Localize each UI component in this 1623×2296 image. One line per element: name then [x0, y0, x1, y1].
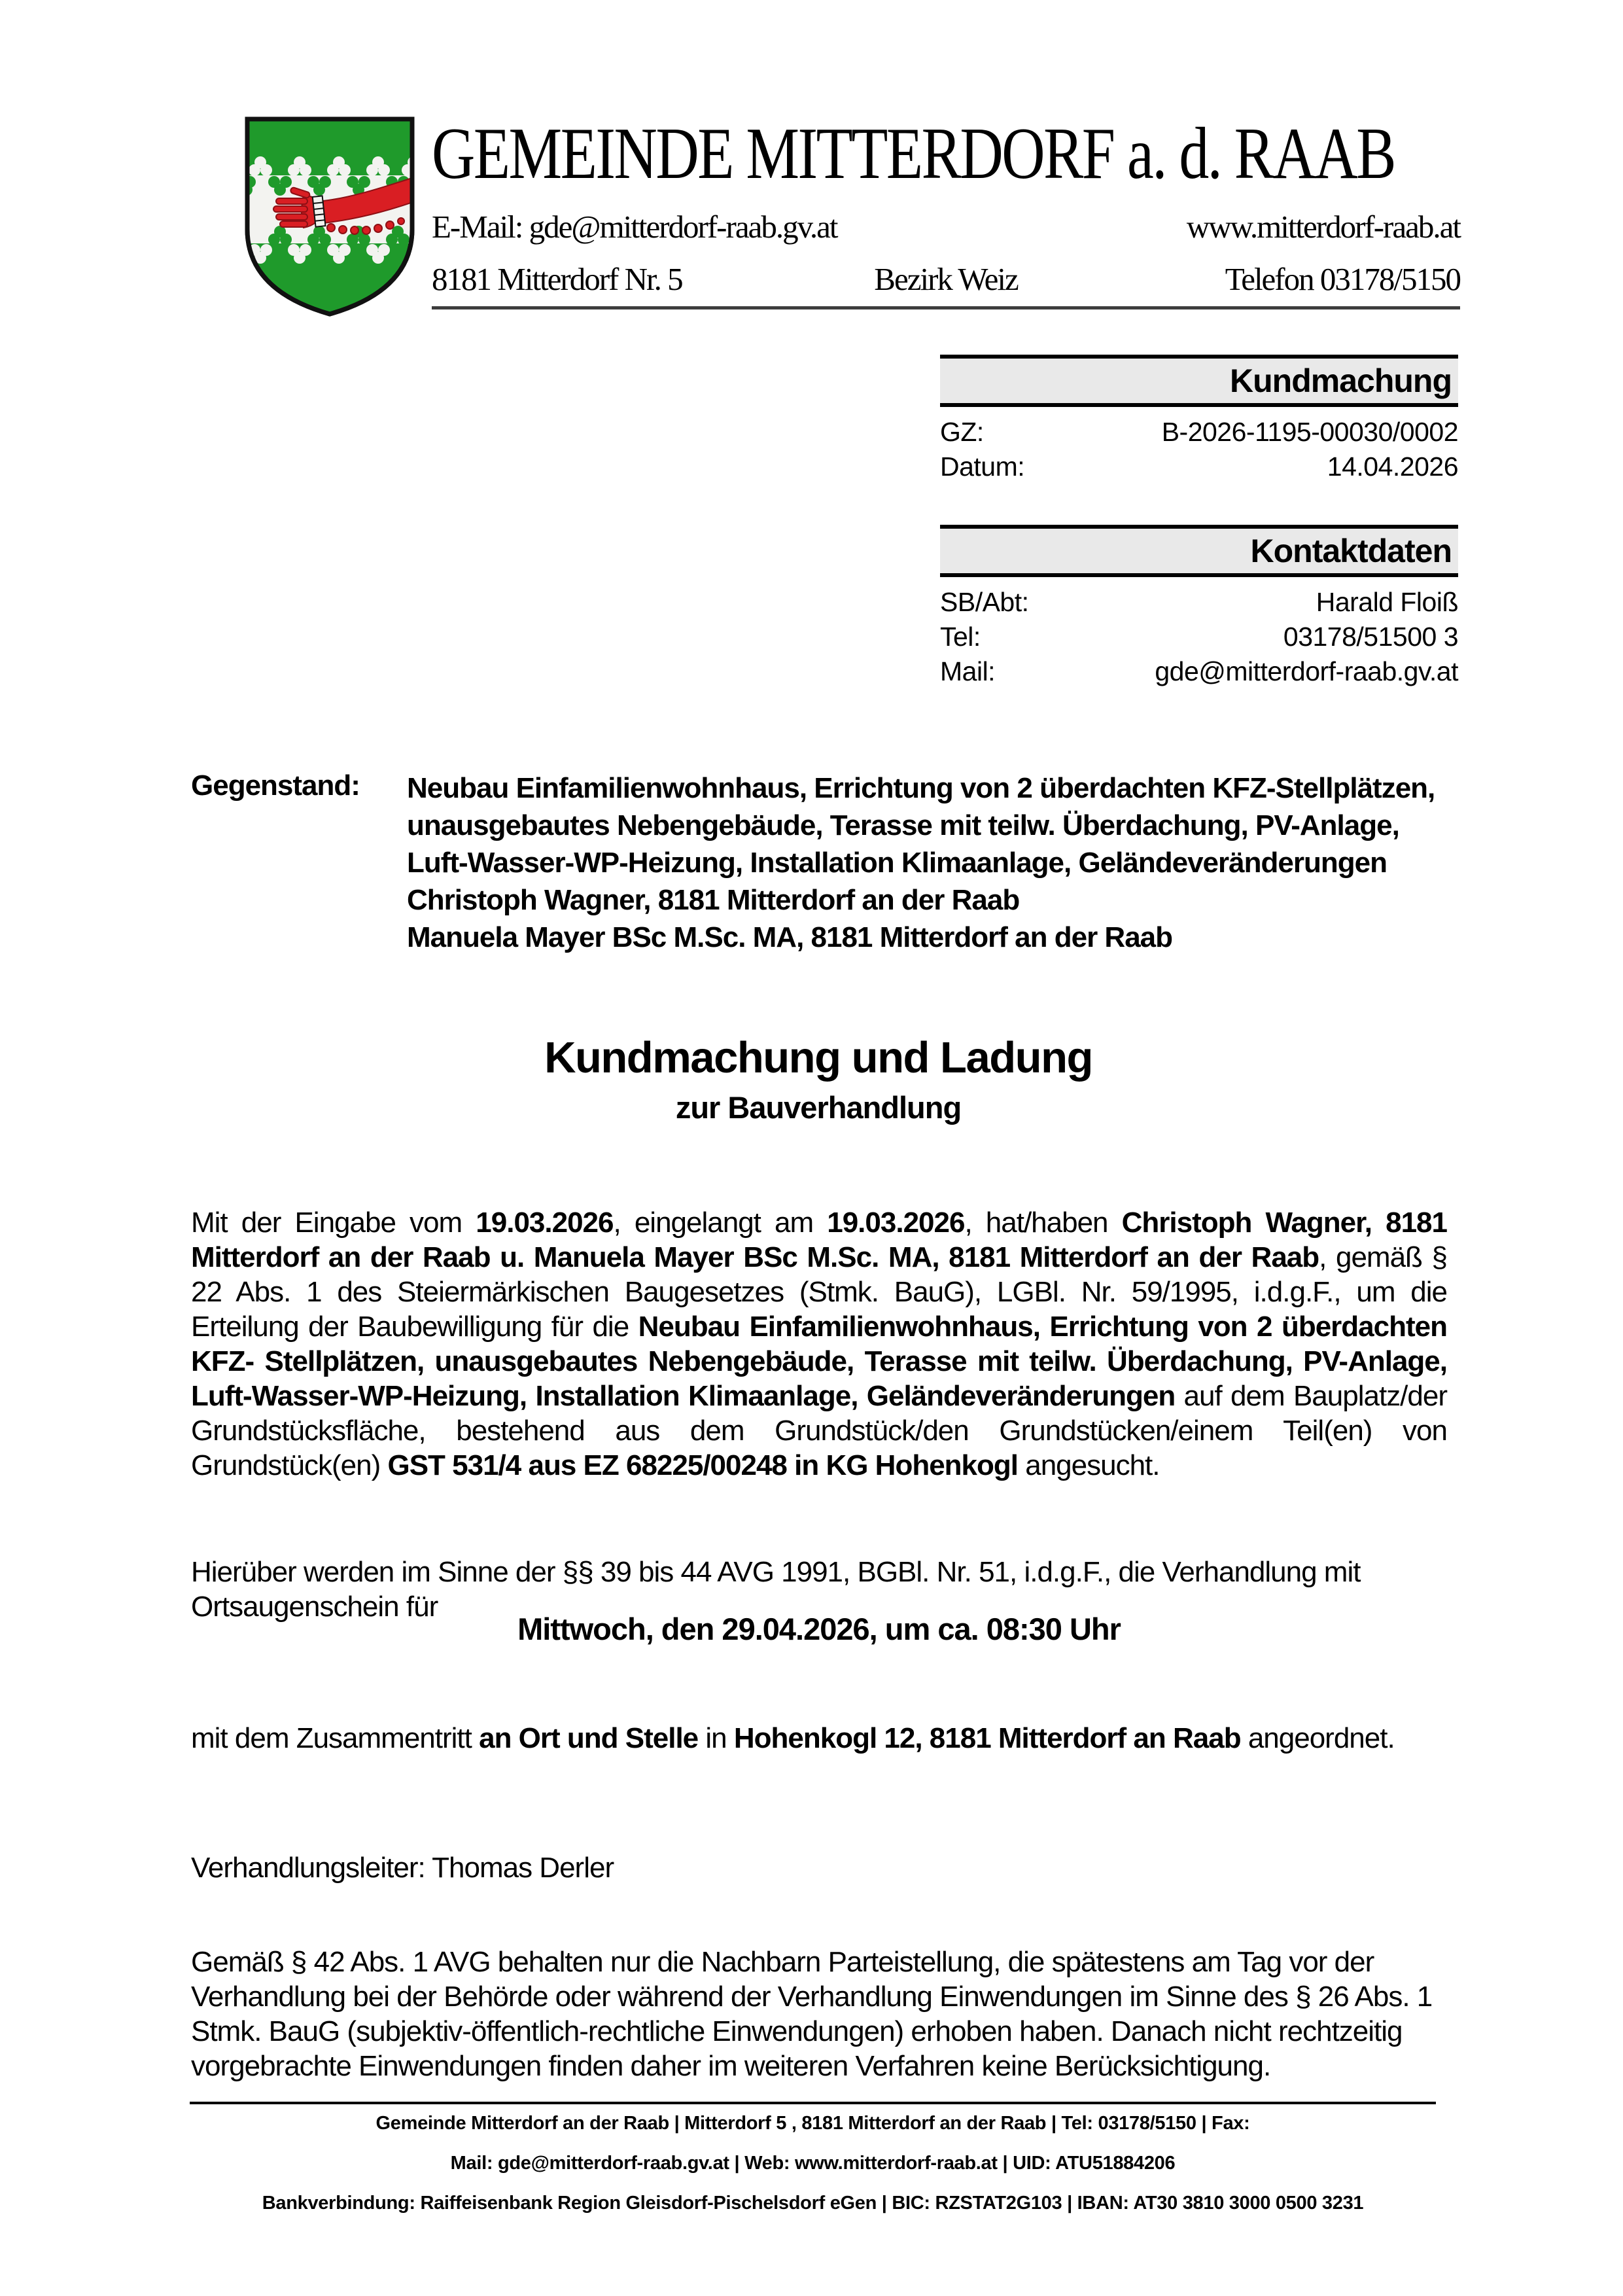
letterhead-contact-row2 [432, 260, 1460, 298]
notice-box-rows [940, 415, 1458, 484]
phone-row [940, 620, 1458, 654]
letterhead-email: E-Mail: gde@mitterdorf-raab.gv.at [432, 209, 837, 245]
letterhead-address: 8181 Mitterdorf Nr. 5 [432, 261, 682, 297]
letterhead-contact-row1 [432, 208, 1460, 245]
phone-value: 03178/51500 3 [1283, 622, 1458, 652]
mail-value: gde@mitterdorf-raab.gv.at [1155, 656, 1458, 686]
document-title [190, 1033, 1447, 1125]
reference-number-value: B-2026-1195-00030/0002 [1161, 417, 1458, 447]
header-divider [432, 306, 1460, 309]
hearing-datetime: Mittwoch, den 29.04.2026, um ca. 08:30 Uhr [517, 1612, 1121, 1646]
date-label: Datum: [940, 451, 1025, 482]
mail-label: Mail: [940, 656, 996, 686]
contact-data-box [940, 525, 1458, 689]
mail-row [940, 654, 1458, 689]
letterhead-district: Bezirk Weiz [874, 261, 1018, 297]
municipal-coat-of-arms [241, 113, 419, 321]
footer-line1: Gemeinde Mitterdorf an der Raab | Mitterdorf 5 , 8181 Mitterdorf an der Raab | Tel: 03178/5150 | Fax: [375, 2113, 1250, 2134]
footer [190, 2113, 1436, 2233]
date-value: 14.04.2026 [1327, 451, 1458, 482]
subject-text [407, 769, 1448, 956]
legal-notice-paragraph: Gemäß § 42 Abs. 1 AVG behalten nur die Nachbarn Parteistellung, die spätestens am Tag vor der Verhandlung bei der Behörde oder während der Verhandlung Einwendungen im Sinne des § 26 Abs. 1 Stmk. BauG (subjektiv-öffentlich-rechtliche Einwendungen) erhoben haben. Danach nicht rechtzeitig vorgebrachte Einwendungen finden daher im weiteren Verfahren keine Berücksichtigung. [191, 1946, 1433, 2082]
letterhead-website: www.mitterdorf-raab.at [1186, 209, 1460, 245]
letterhead [432, 115, 1460, 192]
clerk-row [940, 585, 1458, 620]
notice-box-title: Kundmachung [940, 355, 1458, 407]
reference-number-row [940, 415, 1458, 450]
contact-box-title: Kontaktdaten [940, 525, 1458, 577]
phone-label: Tel: [940, 622, 981, 652]
subject-block [191, 769, 1448, 956]
clerk-value: Harald Floiß [1316, 587, 1458, 617]
document-title-line2: zur Bauverhandlung [675, 1090, 962, 1125]
contact-box-rows [940, 585, 1458, 689]
municipality-name: GEMEINDE MITTERDORF a. d. RAAB [432, 113, 1395, 194]
subject-applicant-2: Manuela Mayer BSc M.Sc. MA, 8181 Mitterdorf an der Raab [407, 921, 1173, 953]
hearing-leader-line: Verhandlungsleiter: Thomas Derler [191, 1852, 614, 1884]
subject-applicant-1: Christoph Wagner, 8181 Mitterdorf an der Raab [407, 884, 1020, 916]
footer-line3: Bankverbindung: Raiffeisenbank Region Gleisdorf-Pischelsdorf eGen | BIC: RZSTAT2G103 | IBAN: AT30 3810 3000 0500 3231 [262, 2193, 1364, 2214]
notice-reference-box [940, 355, 1458, 484]
date-row [940, 450, 1458, 484]
document-title-line1: Kundmachung und Ladung [544, 1033, 1092, 1082]
coat-of-arms-icon [241, 113, 419, 321]
hearing-intro-paragraph: Hierüber werden im Sinne der §§ 39 bis 44 AVG 1991, BGBl. Nr. 51, i.d.g.F., die Verhandlung mit Ortsaugenschein für [191, 1556, 1361, 1623]
footer-divider [190, 2102, 1436, 2104]
letterhead-phone: Telefon 03178/5150 [1225, 261, 1460, 297]
subject-description: Neubau Einfamilienwohnhaus, Errichtung von 2 überdachten KFZ-Stellplätzen, unausgebautes Nebengebäude, Terasse mit teilw. Überdachung, PV-Anlage, Luft-Wasser-WP-Heizung, Installation Klimaanlage, Geländeveränderungen [407, 772, 1435, 879]
reference-number-label: GZ: [940, 417, 984, 447]
footer-line2: Mail: gde@mitterdorf-raab.gv.at | Web: www.mitterdorf-raab.at | UID: ATU51884206 [450, 2153, 1176, 2174]
subject-label: Gegenstand: [191, 769, 360, 802]
meeting-paragraph: mit dem Zusammentritt an Ort und Stelle in Hohenkogl 12, 8181 Mitterdorf an Raab angeordnet. [191, 1722, 1395, 1754]
application-paragraph: Mit der Eingabe vom 19.03.2026, eingelangt am 19.03.2026, hat/haben Christoph Wagner, 8181 Mitterdorf an der Raab u. Manuela Mayer BSc M.Sc. MA, 8181 Mitterdorf an der Raab, gemäß § 22 Abs. 1 des Steiermärkischen Baugesetzes (Stmk. BauG), LGBl. Nr. 59/1995, i.d.g.F., um die Erteilung der Baubewilligung für die Neubau Einfamilienwohnhaus, Errichtung von 2 überdachten KFZ- Stellplätzen, unausgebautes Nebengebäude, Terasse mit teilw. Überdachung, PV-Anlage, Luft-Wasser-WP-Heizung, Installation Klimaanlage, Geländeveränderungen auf dem Bauplatz/der Grundstücksfläche, bestehend aus dem Grundstück/den Grundstücken/einem Teil(en) von Grundstück(en) GST 531/4 aus EZ 68225/00248 in KG Hohenkogl angesucht. [191, 1207, 1447, 1481]
clerk-label: SB/Abt: [940, 587, 1029, 617]
